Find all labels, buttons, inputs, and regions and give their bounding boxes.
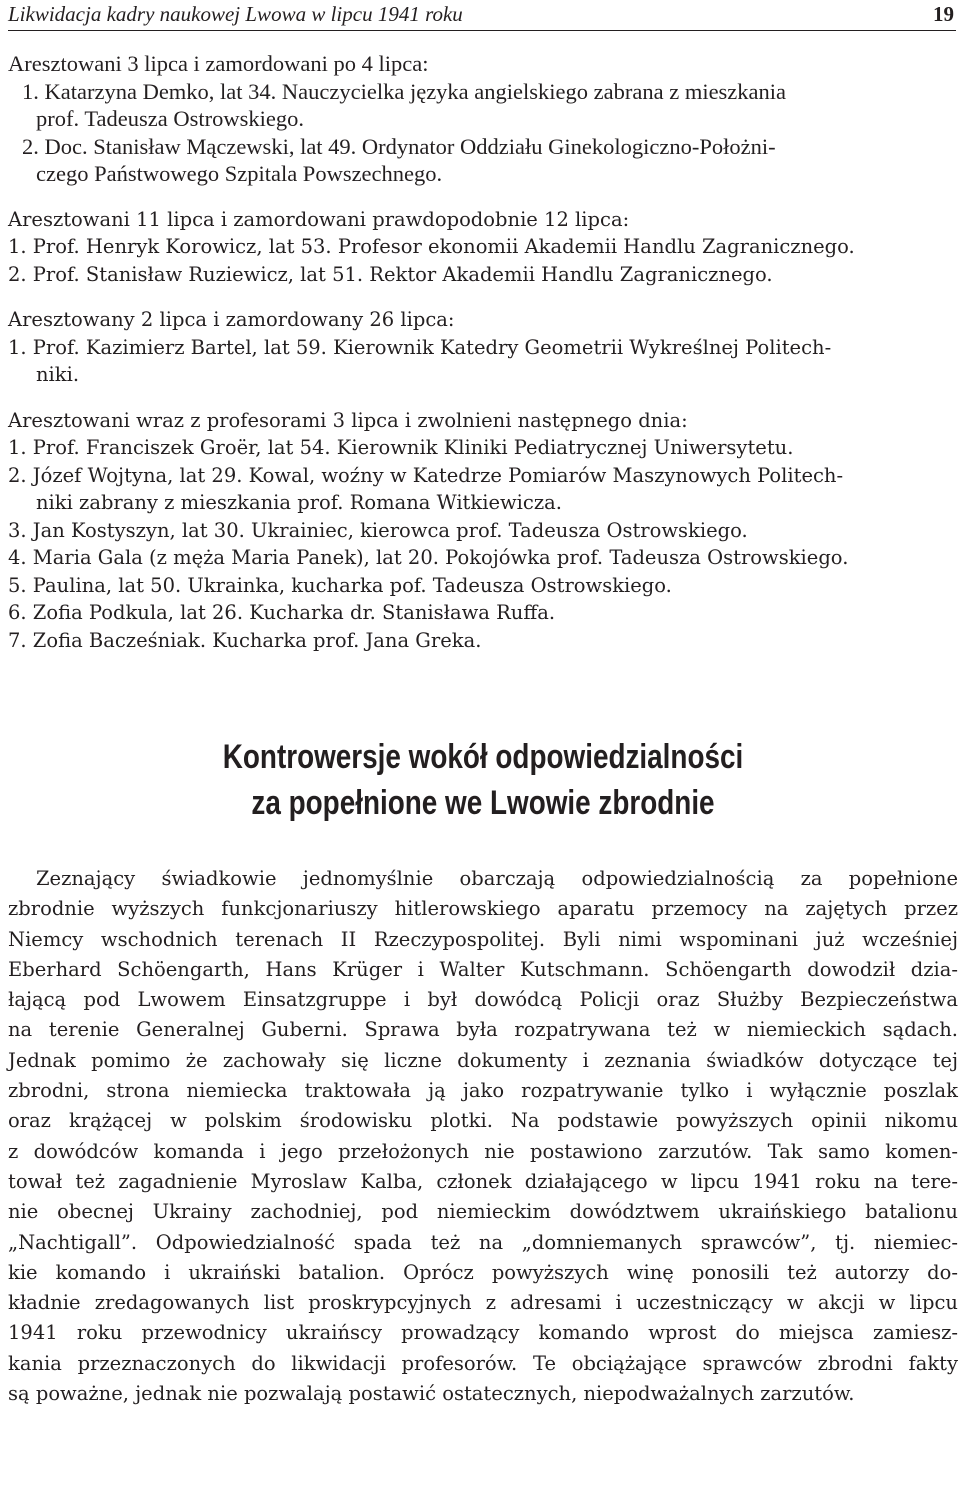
paragraph-line: kie komando i ukraiński batalion. Oprócz powyższych winę ponosili też autorzy do- <box>8 1260 958 1284</box>
running-title: Likwidacja kadry naukowej Lwowa w lipcu 1941 roku <box>8 2 463 26</box>
paragraph-line: 1941 roku przewodnicy ukraińscy prowadzący komando wprost do miejsca zamiesz- <box>8 1321 958 1345</box>
page-number: 19 <box>933 2 954 26</box>
section-heading <box>94 734 873 826</box>
running-header <box>8 0 956 31</box>
list-item: 2. Prof. Stanisław Ruziewicz, lat 51. Rektor Akademii Handlu Zagranicznego. <box>8 262 773 286</box>
list-item-continuation: prof. Tadeusza Ostrowskiego. <box>36 106 304 131</box>
list-item: 3. Jan Kostyszyn, lat 30. Ukrainiec, kierowca prof. Tadeusza Ostrowskiego. <box>8 518 748 542</box>
list-item: 1. Prof. Kazimierz Bartel, lat 59. Kierownik Katedry Geometrii Wykreślnej Politech- <box>8 335 832 359</box>
list-intro: Aresztowany 2 lipca i zamordowany 26 lipca: <box>8 308 455 331</box>
list-item: 2. Józef Wojtyna, lat 29. Kowal, woźny w Katedrze Pomiarów Maszynowych Politech- <box>8 463 844 487</box>
list-item: 4. Maria Gala (z męża Maria Panek), lat 20. Pokojówka prof. Tadeusza Ostrowskiego. <box>8 546 849 569</box>
paragraph-line: zbrodni, strona niemiecka traktowała ją jako rozpatrywanie tylko i wyłącznie poszlak <box>8 1079 958 1103</box>
list-item: 7. Zofia Bacześniak. Kucharka prof. Jana Greka. <box>8 628 482 652</box>
paragraph-line: na terenie Generalnej Guberni. Sprawa była rozpatrywana też w niemieckich sądach. <box>8 1018 958 1042</box>
page-body <box>8 50 958 1409</box>
list-item: 6. Zofia Podkula, lat 26. Kucharka dr. Stanisława Ruffa. <box>8 601 556 624</box>
list-item: 1. Prof. Franciszek Groër, lat 54. Kierownik Kliniki Pediatrycznej Uniwersytetu. <box>8 436 794 459</box>
paragraph-line: nie obecnej Ukrainy zachodniej, pod niemieckim dowództwem ukraińskiego batalionu <box>8 1200 958 1224</box>
paragraph-line: kładnie zredagowanych list proskrypcyjnych z adresami i uczestniczący w akcji w lipcu <box>8 1291 958 1315</box>
paragraph-line: łającą pod Lwowem Einsatzgruppe i był dowódcą Policji oraz Służby Bezpieczeństwa <box>8 988 958 1012</box>
list-item: 1. Katarzyna Demko, lat 34. Nauczycielka języka angielskiego zabrana z mieszkania <box>22 78 787 104</box>
list-item: 1. Prof. Henryk Korowicz, lat 53. Profesor ekonomii Akademii Handlu Zagranicznego. <box>8 235 855 258</box>
list-item-continuation: czego Państwowego Szpitala Powszechnego. <box>36 161 443 186</box>
list-intro: Aresztowani 3 lipca i zamordowani po 4 lipca: <box>8 51 429 76</box>
paragraph-line: „Nachtigall”. Odpowiedzialność spada też na „domniemanych sprawców”, tj. niemiec- <box>8 1230 958 1254</box>
list-intro: Aresztowani wraz z profesorami 3 lipca i zwolnieni następnego dnia: <box>8 408 688 432</box>
paragraph-line: Eberhard Schöengarth, Hans Krüger i Walter Kutschmann. Schöengarth dowodził dzia- <box>8 957 958 981</box>
list-item: 5. Paulina, lat 50. Ukrainka, kucharka pof. Tadeusza Ostrowskiego. <box>8 573 672 597</box>
list-item: 2. Doc. Stanisław Mączewski, lat 49. Ordynator Oddziału Ginekologiczno-Położni- <box>22 133 776 159</box>
paragraph-line: są poważne, jednak nie pozwalają postawić ostatecznych, niepodważalnych zarzutów. <box>8 1382 855 1406</box>
paragraph-line: Niemcy wschodnich terenach II Rzeczypospolitej. Byli nimi wspominani już wcześniej <box>8 927 958 951</box>
paragraph-line: Jednak pomimo że zachowały się liczne dokumenty i zeznania świadków dotyczące tej <box>8 1048 958 1072</box>
paragraph-line: z dowódców komanda i jego przełożonych nie postawiono zarzutów. Tak samo komen- <box>8 1139 958 1163</box>
section-heading-line2: za popełnione we Lwowie zbrodnie <box>251 784 715 822</box>
body-paragraph <box>8 864 958 1409</box>
paragraph-line: tował też zagadnienie Myroslaw Kalba, członek działającego w lipcu 1941 roku na tere- <box>8 1169 958 1193</box>
paragraph-line: Zeznający świadkowie jednomyślnie obarczają odpowiedzialnością za popełnione <box>36 867 958 890</box>
list-intro: Aresztowani 11 lipca i zamordowani prawdopodobnie 12 lipca: <box>8 207 630 231</box>
section-heading-line1: Kontrowersje wokół odpowiedzialności <box>222 738 744 776</box>
paragraph-line: oraz krążącej w polskim środowisku plotki. Na podstawie powyższych opinii nikomu <box>8 1109 958 1133</box>
paragraph-line: zbrodnie wyższych funkcjonariuszy hitlerowskiego aparatu przemocy na zajętych przez <box>8 897 958 921</box>
list-item-continuation: niki zabrany z mieszkania prof. Romana Witkiewicza. <box>36 491 562 514</box>
list-item-continuation: niki. <box>36 363 80 386</box>
paragraph-line: kania przeznaczonych do likwidacji profesorów. Te obciążające sprawców zbrodni fakty <box>8 1351 958 1375</box>
